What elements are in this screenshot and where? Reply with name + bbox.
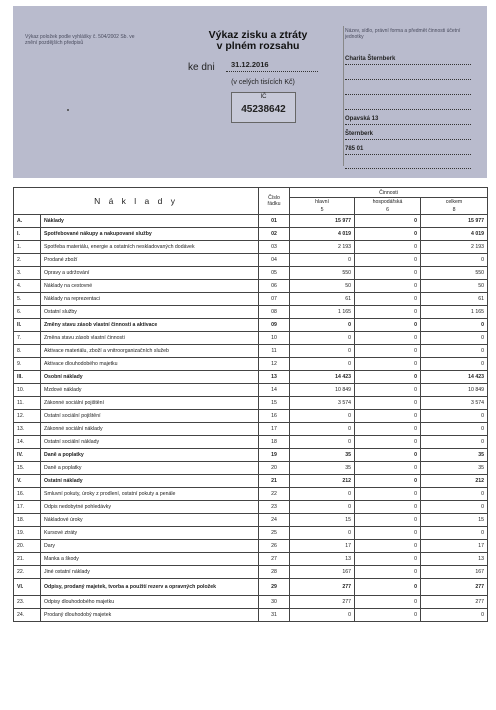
row-label: Spotřeba materiálu, energie a ostatních neskladovaných dodávek: [41, 241, 259, 254]
row-value-celkem: 0: [421, 501, 488, 514]
row-label: Aktivace dlouhodobého majetku: [41, 358, 259, 371]
entity-line: [345, 158, 471, 169]
row-label: Změna stavu zásob vlastní činnosti: [41, 332, 259, 345]
row-value-hospodarska: 0: [355, 345, 421, 358]
row-value-hospodarska: 0: [355, 410, 421, 423]
row-value-celkem: 1 165: [421, 306, 488, 319]
row-value-celkem: 0: [421, 488, 488, 501]
row-value-celkem: 0: [421, 423, 488, 436]
row-value-celkem: 0: [421, 436, 488, 449]
row-label: Náklady: [41, 215, 259, 228]
row-number: 16.: [14, 488, 41, 501]
row-value-hlavni: 0: [290, 410, 355, 423]
row-value-hospodarska: 0: [355, 596, 421, 609]
row-value-hlavni: 0: [290, 332, 355, 345]
header-hosp-num: 6: [355, 206, 421, 215]
row-value-hospodarska: 0: [355, 527, 421, 540]
row-value-celkem: 0: [421, 609, 488, 622]
row-number: 8.: [14, 345, 41, 358]
row-code: 23: [259, 501, 290, 514]
row-value-hlavni: 0: [290, 436, 355, 449]
row-label: Náklady na cestovné: [41, 280, 259, 293]
row-number: 17.: [14, 501, 41, 514]
row-value-hlavni: 35: [290, 449, 355, 462]
table-row: [14, 410, 488, 423]
row-label: Opravy a udržování: [41, 267, 259, 280]
row-number: 11.: [14, 397, 41, 410]
table-row: [14, 280, 488, 293]
row-value-celkem: 4 019: [421, 228, 488, 241]
row-label: Ostatní služby: [41, 306, 259, 319]
row-number: 9.: [14, 358, 41, 371]
row-value-hlavni: 0: [290, 319, 355, 332]
table-row: [14, 527, 488, 540]
row-value-hlavni: 0: [290, 345, 355, 358]
row-label: Odpis nedobytné pohledávky: [41, 501, 259, 514]
row-number: 12.: [14, 410, 41, 423]
row-code: 30: [259, 596, 290, 609]
report-header: [13, 6, 487, 178]
row-code: 15: [259, 397, 290, 410]
header-naklady: [14, 188, 259, 215]
row-number: VI.: [14, 579, 41, 596]
row-label: Náklady na reprezentaci: [41, 293, 259, 306]
table-row: [14, 267, 488, 280]
row-value-celkem: 0: [421, 410, 488, 423]
row-code: 03: [259, 241, 290, 254]
row-value-hlavni: 0: [290, 609, 355, 622]
table-row: [14, 228, 488, 241]
entity-line: [345, 99, 471, 110]
table-row: [14, 293, 488, 306]
table-row: [14, 501, 488, 514]
row-value-hlavni: 17: [290, 540, 355, 553]
row-value-hospodarska: 0: [355, 475, 421, 488]
row-number: 24.: [14, 609, 41, 622]
row-value-hospodarska: 0: [355, 566, 421, 579]
table-row: [14, 462, 488, 475]
table-row: [14, 215, 488, 228]
row-label: Ostatní sociální náklady: [41, 436, 259, 449]
row-value-hlavni: 2 193: [290, 241, 355, 254]
row-value-hospodarska: 0: [355, 579, 421, 596]
row-value-celkem: 0: [421, 527, 488, 540]
row-value-hospodarska: 0: [355, 319, 421, 332]
entity-line: [345, 84, 471, 95]
header-celkem-num: 8: [421, 206, 488, 215]
row-value-hospodarska: 0: [355, 371, 421, 384]
row-value-hlavni: 0: [290, 501, 355, 514]
row-code: 25: [259, 527, 290, 540]
row-number: 10.: [14, 384, 41, 397]
row-code: 13: [259, 371, 290, 384]
row-value-hospodarska: 0: [355, 449, 421, 462]
row-value-celkem: 61: [421, 293, 488, 306]
row-code: 12: [259, 358, 290, 371]
row-number: 3.: [14, 267, 41, 280]
row-label: Mzdové náklady: [41, 384, 259, 397]
row-value-hlavni: 277: [290, 579, 355, 596]
row-value-celkem: 550: [421, 267, 488, 280]
row-number: II.: [14, 319, 41, 332]
row-value-hlavni: 13: [290, 553, 355, 566]
row-code: 06: [259, 280, 290, 293]
date-label: ke dni: [188, 62, 215, 73]
header-celkem: celkem: [421, 198, 488, 207]
table-row: [14, 579, 488, 596]
row-label: Nákladové úroky: [41, 514, 259, 527]
row-code: 11: [259, 345, 290, 358]
row-code: 26: [259, 540, 290, 553]
row-label: Osobní náklady: [41, 371, 259, 384]
row-value-celkem: 35: [421, 449, 488, 462]
table-row: [14, 254, 488, 267]
table-row: [14, 384, 488, 397]
report-title: [193, 30, 323, 52]
row-value-celkem: 277: [421, 596, 488, 609]
row-code: 08: [259, 306, 290, 319]
table-row: [14, 514, 488, 527]
row-label: Dary: [41, 540, 259, 553]
row-number: 4.: [14, 280, 41, 293]
header-hlavni-num: 5: [290, 206, 355, 215]
row-code: 28: [259, 566, 290, 579]
row-value-celkem: 15: [421, 514, 488, 527]
header-naklady-text: N á k l a d y: [94, 196, 178, 206]
row-number: 22.: [14, 566, 41, 579]
row-label: Aktivace materiálu, zboží a vnitroorganizačních služeb: [41, 345, 259, 358]
row-value-hlavni: 550: [290, 267, 355, 280]
row-code: 31: [259, 609, 290, 622]
ic-label: IČ: [260, 94, 267, 100]
row-value-hlavni: 277: [290, 596, 355, 609]
row-value-celkem: 0: [421, 345, 488, 358]
row-value-hlavni: 0: [290, 254, 355, 267]
row-code: 14: [259, 384, 290, 397]
row-value-hospodarska: 0: [355, 280, 421, 293]
row-value-hospodarska: 0: [355, 254, 421, 267]
row-value-celkem: 212: [421, 475, 488, 488]
row-label: Prodané zboží: [41, 254, 259, 267]
row-number: 2.: [14, 254, 41, 267]
row-number: 15.: [14, 462, 41, 475]
row-value-hospodarska: 0: [355, 488, 421, 501]
row-value-hospodarska: 0: [355, 332, 421, 345]
row-code: 04: [259, 254, 290, 267]
row-value-hospodarska: 0: [355, 514, 421, 527]
row-label: Kursové ztráty: [41, 527, 259, 540]
row-value-hospodarska: 0: [355, 215, 421, 228]
table-row: [14, 306, 488, 319]
row-code: 24: [259, 514, 290, 527]
row-number: 7.: [14, 332, 41, 345]
row-number: 1.: [14, 241, 41, 254]
row-number: 21.: [14, 553, 41, 566]
row-code: 09: [259, 319, 290, 332]
row-value-celkem: 0: [421, 358, 488, 371]
row-value-celkem: 17: [421, 540, 488, 553]
row-label: Daně a poplatky: [41, 449, 259, 462]
row-value-hospodarska: 0: [355, 397, 421, 410]
row-value-hospodarska: 0: [355, 609, 421, 622]
costs-table: [13, 187, 488, 622]
row-value-hospodarska: 0: [355, 423, 421, 436]
row-value-hlavni: 15 977: [290, 215, 355, 228]
header-hlavni: hlavní: [290, 198, 355, 207]
row-value-hlavni: 212: [290, 475, 355, 488]
units-note: (v celých tisících Kč): [231, 79, 295, 86]
header-radek: Číslo řádku: [259, 188, 290, 215]
row-label: Spotřebované nákupy a nakupované služby: [41, 228, 259, 241]
row-number: A.: [14, 215, 41, 228]
table-row: [14, 449, 488, 462]
row-code: 16: [259, 410, 290, 423]
entity-line: Opavská 13: [345, 114, 471, 125]
row-code: 21: [259, 475, 290, 488]
row-number: 13.: [14, 423, 41, 436]
row-code: 07: [259, 293, 290, 306]
row-value-hlavni: 10 849: [290, 384, 355, 397]
row-value-hlavni: 0: [290, 423, 355, 436]
row-number: 19.: [14, 527, 41, 540]
entity-line: Šternberk: [345, 129, 471, 140]
row-value-celkem: 35: [421, 462, 488, 475]
table-row: [14, 241, 488, 254]
row-value-hlavni: 167: [290, 566, 355, 579]
row-number: I.: [14, 228, 41, 241]
row-value-hospodarska: 0: [355, 358, 421, 371]
row-code: 29: [259, 579, 290, 596]
header-cinnost: Činnosti: [290, 188, 488, 198]
row-value-hlavni: 1 165: [290, 306, 355, 319]
ic-value: 45238642: [241, 104, 286, 115]
header-divider: [343, 26, 344, 166]
row-value-hlavni: 35: [290, 462, 355, 475]
row-label: Změny stavu zásob vlastní činnosti a aktivace: [41, 319, 259, 332]
table-row: [14, 358, 488, 371]
row-value-hlavni: 3 574: [290, 397, 355, 410]
table-row: [14, 488, 488, 501]
row-value-hlavni: 0: [290, 488, 355, 501]
row-value-hospodarska: 0: [355, 436, 421, 449]
row-label: Smluvní pokuty, úroky z prodlení, ostatní pokuty a penále: [41, 488, 259, 501]
table-row: [14, 345, 488, 358]
row-label: Odpisy dlouhodobého majetku: [41, 596, 259, 609]
table-row: [14, 540, 488, 553]
date-underline: [226, 71, 318, 72]
row-number: 18.: [14, 514, 41, 527]
row-value-hospodarska: 0: [355, 241, 421, 254]
row-label: Zákonné sociální pojištění: [41, 397, 259, 410]
scan-dot: [67, 109, 69, 111]
row-value-hospodarska: 0: [355, 501, 421, 514]
row-label: Prodaný dlouhodobý majetek: [41, 609, 259, 622]
row-number: 23.: [14, 596, 41, 609]
row-label: Jiné ostatní náklady: [41, 566, 259, 579]
row-number: 20.: [14, 540, 41, 553]
table-row: [14, 332, 488, 345]
row-code: 18: [259, 436, 290, 449]
row-number: 5.: [14, 293, 41, 306]
row-label: Ostatní náklady: [41, 475, 259, 488]
row-label: Zákonné sociální náklady: [41, 423, 259, 436]
table-row: [14, 423, 488, 436]
table-row: [14, 436, 488, 449]
row-value-hospodarska: 0: [355, 540, 421, 553]
entity-line: [345, 69, 471, 80]
row-value-hospodarska: 0: [355, 384, 421, 397]
row-value-celkem: 0: [421, 254, 488, 267]
row-value-celkem: 50: [421, 280, 488, 293]
row-code: 02: [259, 228, 290, 241]
row-code: 01: [259, 215, 290, 228]
row-label: Manka a škody: [41, 553, 259, 566]
row-value-celkem: 2 193: [421, 241, 488, 254]
row-number: 6.: [14, 306, 41, 319]
row-value-celkem: 277: [421, 579, 488, 596]
row-label: Odpisy, prodaný majetek, tvorba a použití rezerv a opravných položek: [41, 579, 259, 596]
date-value: 31.12.2016: [231, 60, 269, 69]
row-value-hlavni: 15: [290, 514, 355, 527]
row-code: 05: [259, 267, 290, 280]
row-number: V.: [14, 475, 41, 488]
table-row: [14, 609, 488, 622]
row-number: 14.: [14, 436, 41, 449]
accounting-unit-note: Název, sídlo, právní forma a předmět činnosti účetní jednotky: [345, 28, 461, 40]
row-value-celkem: 167: [421, 566, 488, 579]
entity-line: Charita Šternberk: [345, 54, 471, 65]
row-code: 19: [259, 449, 290, 462]
row-label: Daně a poplatky: [41, 462, 259, 475]
title-line-1: Výkaz zisku a ztráty: [208, 29, 308, 41]
table-row: [14, 596, 488, 609]
row-value-hlavni: 50: [290, 280, 355, 293]
row-value-celkem: 3 574: [421, 397, 488, 410]
row-value-hospodarska: 0: [355, 228, 421, 241]
row-label: Ostatní sociální pojištění: [41, 410, 259, 423]
table-row: [14, 553, 488, 566]
row-value-hlavni: 14 423: [290, 371, 355, 384]
row-number: IV.: [14, 449, 41, 462]
row-value-hlavni: 4 019: [290, 228, 355, 241]
row-value-hlavni: 61: [290, 293, 355, 306]
row-value-celkem: 15 977: [421, 215, 488, 228]
row-value-hlavni: 0: [290, 358, 355, 371]
row-value-celkem: 0: [421, 332, 488, 345]
row-value-hospodarska: 0: [355, 267, 421, 280]
row-value-hospodarska: 0: [355, 306, 421, 319]
row-code: 22: [259, 488, 290, 501]
ic-box: [231, 92, 296, 123]
entity-line: 785 01: [345, 144, 471, 155]
row-value-hospodarska: 0: [355, 553, 421, 566]
table-row: [14, 371, 488, 384]
row-value-celkem: 0: [421, 319, 488, 332]
row-number: III.: [14, 371, 41, 384]
table-row: [14, 566, 488, 579]
table-row: [14, 319, 488, 332]
row-value-celkem: 10 849: [421, 384, 488, 397]
row-code: 17: [259, 423, 290, 436]
table-row: [14, 397, 488, 410]
header-hosp: hospodářská: [355, 198, 421, 207]
form-note: Výkaz položek podle vyhlášky č. 504/2002 Sb. ve znění pozdějších předpisů: [25, 34, 135, 46]
row-value-celkem: 13: [421, 553, 488, 566]
row-value-hospodarska: 0: [355, 293, 421, 306]
row-code: 27: [259, 553, 290, 566]
row-code: 20: [259, 462, 290, 475]
row-value-celkem: 14 423: [421, 371, 488, 384]
row-value-hlavni: 0: [290, 527, 355, 540]
title-line-2: v plném rozsahu: [216, 40, 300, 52]
table-row: [14, 475, 488, 488]
row-value-hospodarska: 0: [355, 462, 421, 475]
row-code: 10: [259, 332, 290, 345]
